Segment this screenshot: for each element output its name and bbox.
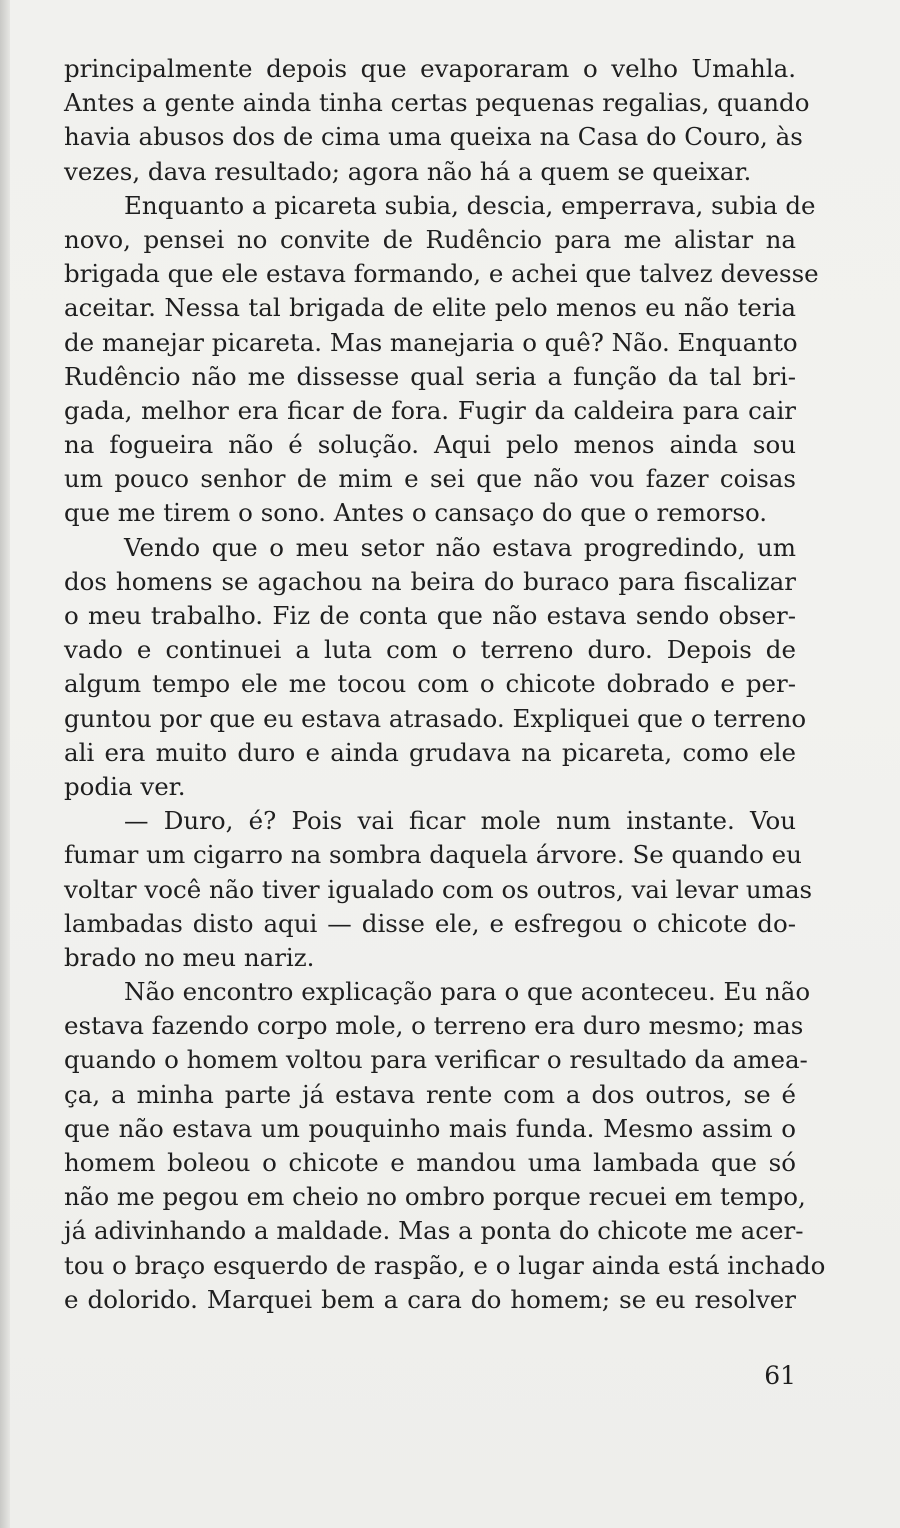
- text-line: vezes, dava resultado; agora não há a quem se queixar.: [64, 156, 752, 186]
- text-line: dos homens se agachou na beira do buraco para fiscalizar: [64, 566, 796, 596]
- text-line: Vendo que o meu setor não estava progredindo, um: [124, 532, 796, 562]
- body-text: [64, 52, 826, 1317]
- text-line: — Duro, é? Pois vai ficar mole num instante. Vou: [124, 806, 796, 836]
- text-line: guntou por que eu estava atrasado. Expliquei que o terreno: [64, 703, 807, 733]
- text-line: voltar você não tiver igualado com os outros, vai levar umas: [64, 874, 813, 904]
- page-number: 61: [764, 1361, 796, 1390]
- text-line: algum tempo ele me tocou com o chicote dobrado e per-: [64, 669, 796, 699]
- text-line: Antes a gente ainda tinha certas pequenas regalias, quando: [64, 88, 810, 118]
- text-line: estava fazendo corpo mole, o terreno era duro mesmo; mas: [64, 1011, 804, 1041]
- text-line: um pouco senhor de mim e sei que não vou fazer coisas: [64, 464, 796, 494]
- paragraph: [64, 804, 813, 975]
- text-line: quando o homem voltou para verificar o resultado da amea-: [64, 1045, 808, 1075]
- text-line: gada, melhor era ficar de fora. Fugir da caldeira para cair: [64, 395, 796, 425]
- text-line: o meu trabalho. Fiz de conta que não estava sendo obser-: [64, 601, 796, 630]
- text-line: já adivinhando a maldade. Mas a ponta do chicote me acer-: [64, 1216, 804, 1246]
- text-line: ça, a minha parte já estava rente com a dos outros, se é: [64, 1079, 796, 1109]
- text-line: não me pegou em cheio no ombro porque recuei em tempo,: [64, 1182, 806, 1212]
- text-line: homem boleou o chicote e mandou uma lambada que só: [64, 1148, 796, 1177]
- text-line: Não encontro explicação para o que aconteceu. Eu não: [124, 977, 811, 1007]
- text-line: que não estava um pouquinho mais funda. Mesmo assim o: [64, 1113, 796, 1143]
- page-gutter-shadow: [0, 0, 10, 1528]
- text-line: na fogueira não é solução. Aqui pelo menos ainda sou: [64, 430, 796, 460]
- text-line: ali era muito duro e ainda grudava na picareta, como ele: [64, 737, 796, 767]
- paragraph: [64, 189, 819, 531]
- text-line: tou o braço esquerdo de raspão, e o lugar ainda está inchado: [64, 1250, 826, 1280]
- text-line: Enquanto a picareta subia, descia, emperrava, subia de: [124, 190, 816, 220]
- text-line: aceitar. Nessa tal brigada de elite pelo menos eu não teria: [64, 293, 796, 323]
- text-line: vado e continuei a luta com o terreno duro. Depois de: [64, 635, 796, 665]
- text-line: de manejar picareta. Mas manejaria o quê? Não. Enquanto: [64, 327, 798, 357]
- text-line: fumar um cigarro na sombra daquela árvore. Se quando eu: [64, 840, 802, 870]
- paragraph: [64, 531, 807, 805]
- text-line: podia ver.: [64, 771, 186, 801]
- text-line: e dolorido. Marquei bem a cara do homem; se eu resolver: [64, 1284, 796, 1314]
- text-line: novo, pensei no convite de Rudêncio para me alistar na: [64, 224, 796, 254]
- text-line: Rudêncio não me dissesse qual seria a função da tal bri-: [64, 361, 796, 391]
- paragraph: [64, 52, 810, 189]
- text-line: lambadas disto aqui — disse ele, e esfregou o chicote do-: [64, 908, 796, 938]
- text-line: havia abusos dos de cima uma queixa na Casa do Couro, às: [64, 122, 803, 152]
- text-line: brado no meu nariz.: [64, 942, 315, 972]
- text-line: brigada que ele estava formando, e achei que talvez devesse: [64, 259, 819, 289]
- text-line: principalmente depois que evaporaram o velho Umahla.: [64, 54, 796, 83]
- text-line: que me tirem o sono. Antes o cansaço do que o remorso.: [64, 498, 768, 528]
- paragraph: [64, 975, 826, 1317]
